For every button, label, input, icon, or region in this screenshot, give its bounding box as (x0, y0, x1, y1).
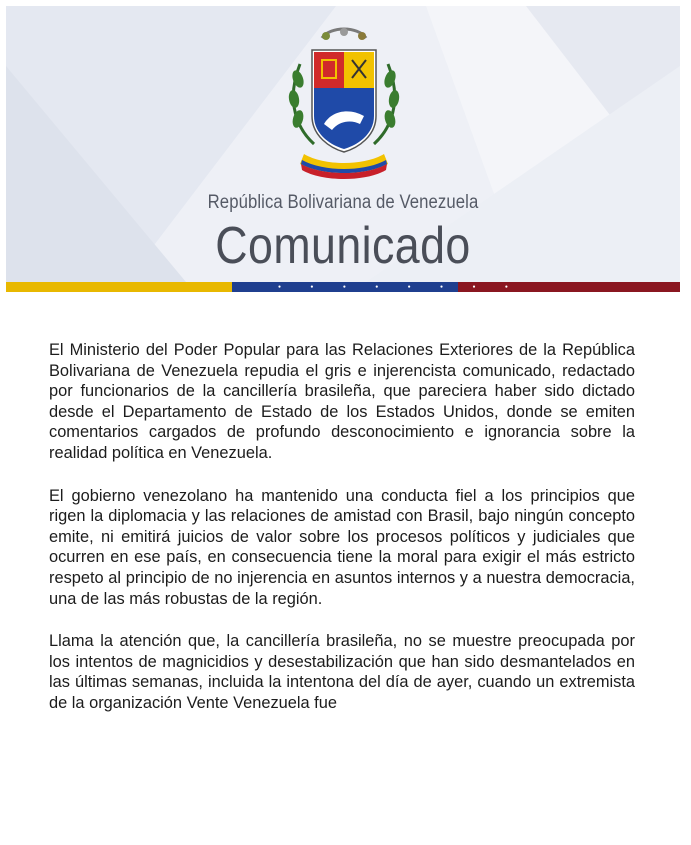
flag-color-bar: ● ● ● ● ● ● ● ● (6, 282, 680, 292)
paragraph: El gobierno venezolano ha mantenido una conducta fiel a los principios que rigen la diplomacia y las relaciones de amistad con Brasil, bajo ningún concepto emite, ni emitirá juicios de valor sobre los procesos políticos y judiciales que ocurren en ese país, en consecuencia tiene la moral para exigir el más estricto respeto al principio de no injerencia en asuntos internos y a nuestra democracia, una de las más robustas de la región. (49, 486, 635, 608)
coat-of-arms-icon (274, 24, 414, 184)
communique-header (6, 6, 680, 292)
republic-name: República Bolivariana de Venezuela (207, 192, 479, 213)
communique-body (49, 340, 635, 714)
paragraph: Llama la atención que, la cancillería brasileña, no se muestre preocupada por los intentos de magnicidios y desestabilización que han sido desmantelados en las últimas semanas, incluida la intentona del día de ayer, cuando un extremista de la organización Vente Venezuela fue (49, 632, 635, 712)
paragraph: El Ministerio del Poder Popular para las Relaciones Exteriores de la República Bolivariana de Venezuela repudia el gris e injerencista comunicado, redactado por funcionarios de la cancillería brasileña, que pareciera haber sido dictado desde el Departamento de Estado de los Estados Unidos, donde se emiten comentarios cargados de profundo desconocimiento e ignorancia sobre la realidad política en Venezuela. (49, 341, 635, 462)
page-title: Comunicado (215, 217, 471, 275)
